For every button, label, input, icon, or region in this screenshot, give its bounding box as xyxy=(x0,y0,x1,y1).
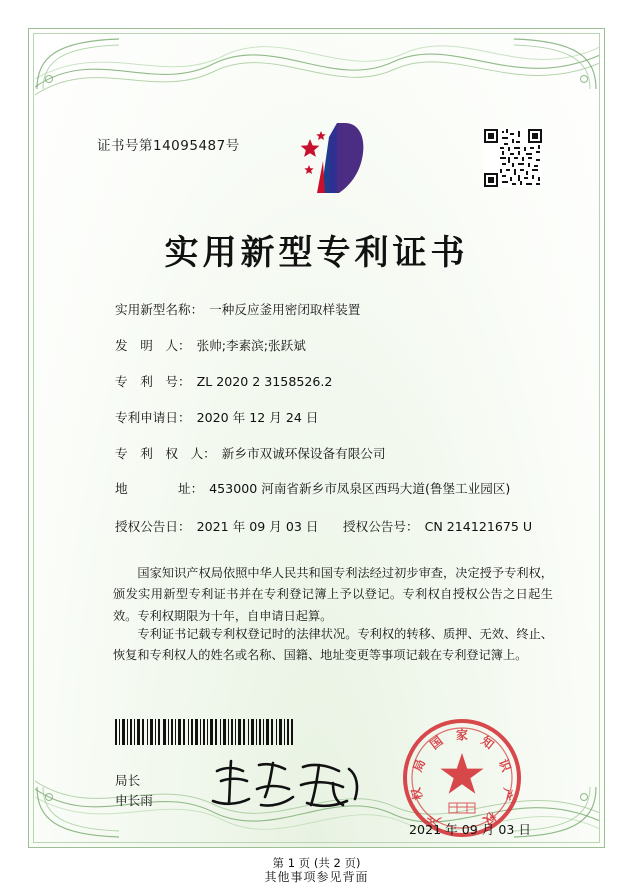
field-label: 专 利 权 人： xyxy=(115,445,216,461)
qr-code xyxy=(484,129,542,187)
signature-name: 申长雨 xyxy=(115,793,153,809)
svg-text:知: 知 xyxy=(478,733,497,753)
field-label: 实用新型名称： xyxy=(115,302,204,317)
field-value: 张帅;李素滨;张跃斌 xyxy=(196,337,306,353)
svg-text:家: 家 xyxy=(455,728,469,742)
certificate-number: 证书号第14095487号 xyxy=(97,138,240,154)
svg-text:产: 产 xyxy=(498,786,516,802)
field-value: CN 214121675 U xyxy=(424,519,533,535)
field-label: 专利申请日： xyxy=(115,409,191,425)
barcode xyxy=(115,719,293,745)
field-address xyxy=(115,480,545,499)
field-value: ZL 2020 2 3158526.2 xyxy=(196,373,333,389)
field-grant-number xyxy=(343,516,532,535)
paragraph-grant-statement: 国家知识产权局依照中华人民共和国专利法经过初步审查，决定授予专利权，颁发实用新型专利证书并在专利登记簿上予以登记。专利权自授权公告之日起生效。专利权期限为十年，自申请日起算。 xyxy=(113,566,553,623)
field-list xyxy=(115,301,545,552)
field-value: 2020 年 12 月 24 日 xyxy=(196,409,319,425)
handwritten-signature xyxy=(207,755,367,813)
field-value: 一种反应釜用密闭取样装置 xyxy=(209,302,361,317)
field-patentee xyxy=(115,445,545,464)
svg-text:权: 权 xyxy=(480,808,499,828)
corner-ornament-top-right xyxy=(512,35,598,91)
paragraph-registry-statement: 专利证书记载专利权登记时的法律状况。专利权的转移、质押、无效、终止、恢复和专利权人的姓名或名称、国籍、地址变更等事项记载在专利登记簿上。 xyxy=(113,627,553,663)
field-label: 授权公告日： xyxy=(115,519,191,535)
field-inventors xyxy=(115,337,545,356)
corner-ornament-bottom-left xyxy=(35,785,121,841)
page-indicator: 第 1 页 (共 2 页) xyxy=(272,856,361,870)
svg-text:权: 权 xyxy=(408,786,426,802)
signature-block xyxy=(115,771,153,811)
svg-text:国: 国 xyxy=(427,733,446,753)
field-value: 新乡市双诚环保设备有限公司 xyxy=(221,445,386,461)
field-label: 地 址： xyxy=(115,481,204,497)
field-label: 发 明 人： xyxy=(115,337,191,353)
page-title: 实用新型专利证书 xyxy=(164,233,469,273)
field-label: 专 利 号： xyxy=(115,373,191,389)
field-application-date xyxy=(115,409,545,428)
svg-text:局: 局 xyxy=(410,757,429,774)
certificate-sheet xyxy=(28,28,605,870)
svg-text:识: 识 xyxy=(495,757,514,774)
seal-date: 2021 年 09 月 03 日 xyxy=(409,822,531,837)
corner-ornament-top-left xyxy=(35,35,121,91)
footnote: 其他事项参见背面 xyxy=(264,870,369,884)
field-patent-number xyxy=(115,373,545,392)
field-invention-name xyxy=(115,301,545,320)
field-label: 授权公告号： xyxy=(343,519,419,535)
svg-text:产: 产 xyxy=(425,808,444,828)
field-value: 453000 河南省新乡市凤泉区西玛大道(鲁堡工业园区) xyxy=(209,481,511,497)
field-grant-row xyxy=(115,516,545,535)
field-value: 2021 年 09 月 03 日 xyxy=(196,519,319,535)
cnipa-logo-icon xyxy=(297,117,375,197)
field-grant-date xyxy=(115,516,343,535)
signature-role: 局长 xyxy=(115,773,141,788)
